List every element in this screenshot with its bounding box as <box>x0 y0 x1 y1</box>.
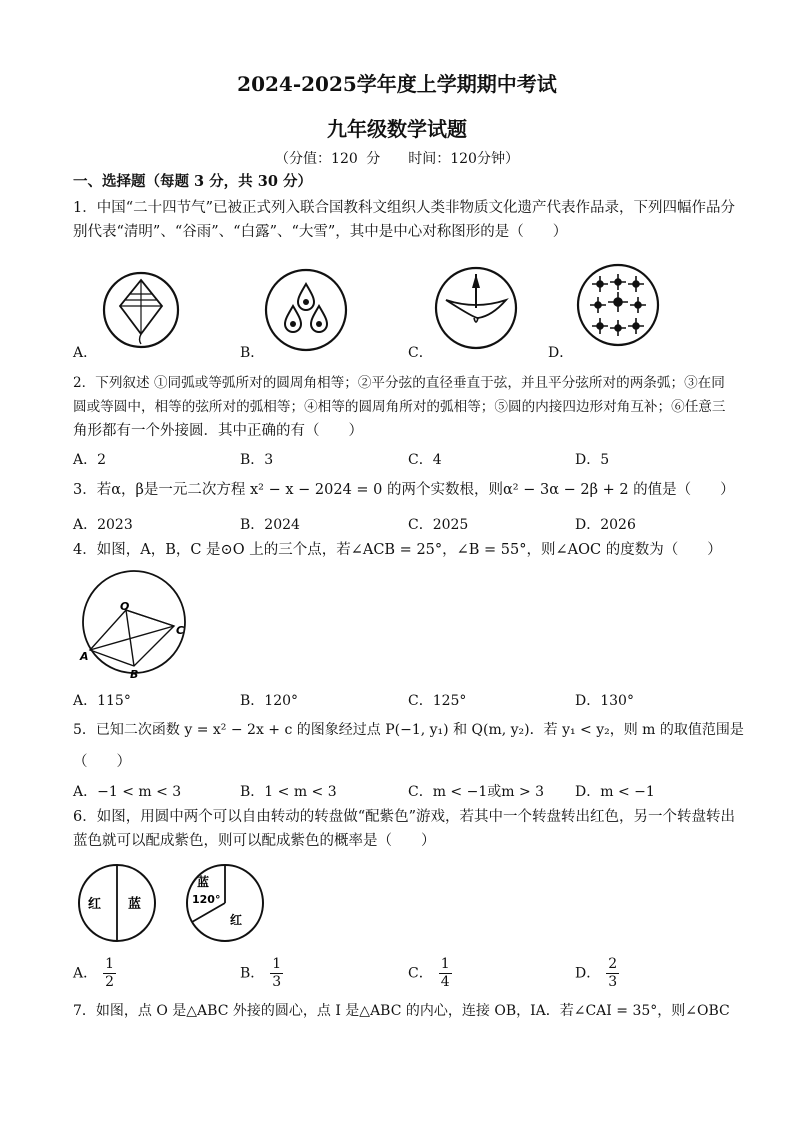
q1-figure-d-snowflakes <box>574 262 662 348</box>
spinner1-blue-label: 蓝 <box>128 897 142 912</box>
q6-option-c[interactable]: C． $\frac{1}{4}$ <box>408 956 450 990</box>
q1-line2: 别代表“清明”、“谷雨”、“白露”、“大雪”，其中是中心对称图形的是（ ） <box>73 224 568 240</box>
exam-subtitle: 九年级数学试题 <box>327 117 467 141</box>
q3-option-c[interactable]: C．2025 <box>408 517 469 533</box>
q2-line3: 角形都有一个外接圆．其中正确的有（ ） <box>73 423 363 439</box>
q4-label-b: B <box>130 668 139 680</box>
q2-option-c[interactable]: C．4 <box>408 452 442 468</box>
q4-label-o: O <box>120 600 130 613</box>
q6-spinner-2 <box>184 862 266 944</box>
q1-option-b[interactable]: B． <box>240 345 265 361</box>
q1-line1: 1．中国“二十四节气”已被正式列入联合国教科文组织人类非物质文化遗产代表作品录，下列四幅作品分 <box>73 200 736 216</box>
q2-option-d[interactable]: D．5 <box>575 452 610 468</box>
q7-line: 7．如图，点 O 是△ABC 外接的圆心，点 I 是△ABC 的内心，连接 OB，IA．若∠CAI = 35°，则∠OBC <box>73 1003 730 1019</box>
q5-option-c[interactable]: C．m < −1或m > 3 <box>408 784 545 800</box>
q5-line2: （ ） <box>73 754 131 770</box>
q6-line1: 6．如图，用圆中两个可以自由转动的转盘做“配紫色”游戏，若其中一个转盘转出红色，另一个转盘转出 <box>73 809 736 825</box>
q1-figure-c-dew <box>430 262 522 352</box>
q4-option-b[interactable]: B．120° <box>240 693 299 709</box>
fraction: $\frac{1}{4}$ <box>440 956 450 990</box>
q6-line2: 蓝色就可以配成紫色，则可以配成紫色的概率是（ ） <box>73 833 436 849</box>
q1-figure-a-kite <box>95 268 187 350</box>
q6-option-d[interactable]: D． $\frac{2}{3}$ <box>575 956 618 990</box>
spinner2-blue-label: 蓝 <box>197 875 210 889</box>
q5-option-a[interactable]: A．−1 < m < 3 <box>73 784 182 800</box>
q1-option-a[interactable]: A． <box>73 345 98 361</box>
exam-title: 2024-2025学年度上学期期中考试 <box>237 72 557 96</box>
q4-option-d[interactable]: D．130° <box>575 693 634 709</box>
q5-line1: 5．已知二次函数 y = x² − 2x + c 的图象经过点 P(−1, y₁) 和 Q(m, y₂)．若 y₁ < y₂，则 m 的取值范围是 <box>73 722 744 738</box>
q5-option-b[interactable]: B．1 < m < 3 <box>240 784 337 800</box>
fraction: $\frac{2}{3}$ <box>608 956 618 990</box>
spinner2-red-label: 红 <box>230 913 243 927</box>
q3-option-b[interactable]: B．2024 <box>240 517 300 533</box>
fraction: $\frac{1}{3}$ <box>272 956 282 990</box>
q4-label-a: A <box>80 650 89 663</box>
spinner1-red-label: 红 <box>88 897 102 912</box>
section-heading: 一、选择题（每题 3 分，共 30 分） <box>73 173 312 190</box>
q2-line1: 2．下列叙述 ①同弧或等弧所对的圆周角相等；②平分弦的直径垂直于弦，并且平分弦所对的两条弧；③在同 <box>73 375 725 391</box>
q3-option-d[interactable]: D．2026 <box>575 517 636 533</box>
q4-option-a[interactable]: A．115° <box>73 693 131 709</box>
q1-figure-b-raindrops <box>260 266 352 352</box>
fraction: $\frac{1}{2}$ <box>105 956 115 990</box>
q6-option-b[interactable]: B． $\frac{1}{3}$ <box>240 956 282 990</box>
q6-spinner-1 <box>76 862 158 944</box>
q2-option-b[interactable]: B．3 <box>240 452 274 468</box>
q4-circle-figure <box>78 568 198 680</box>
spinner2-angle-label: 120° <box>192 893 221 906</box>
q4-label-c: C <box>176 624 185 637</box>
exam-info: （分值：120 分 时间：120分钟） <box>275 151 519 167</box>
q4-option-c[interactable]: C．125° <box>408 693 467 709</box>
q1-option-c[interactable]: C． <box>408 345 433 361</box>
q2-line2: 圆或等圆中，相等的弦所对的弧相等；④相等的圆周角所对的弧相等；⑤圆的内接四边形对角互补；⑥任意三 <box>73 399 726 415</box>
q1-option-d[interactable]: D． <box>548 345 574 361</box>
q3-option-a[interactable]: A．2023 <box>73 517 133 533</box>
q3-line: 3．若α，β是一元二次方程 x² − x − 2024 = 0 的两个实数根，则α² − 3α − 2β + 2 的值是（ ） <box>73 482 735 498</box>
q2-option-a[interactable]: A．2 <box>73 452 107 468</box>
q5-option-d[interactable]: D．m < −1 <box>575 784 655 800</box>
q6-option-a[interactable]: A． $\frac{1}{2}$ <box>73 956 115 990</box>
q4-line: 4．如图，A，B，C 是⊙O 上的三个点，若∠ACB = 25°，∠B = 55°，则∠AOC 的度数为（ ） <box>73 542 722 558</box>
